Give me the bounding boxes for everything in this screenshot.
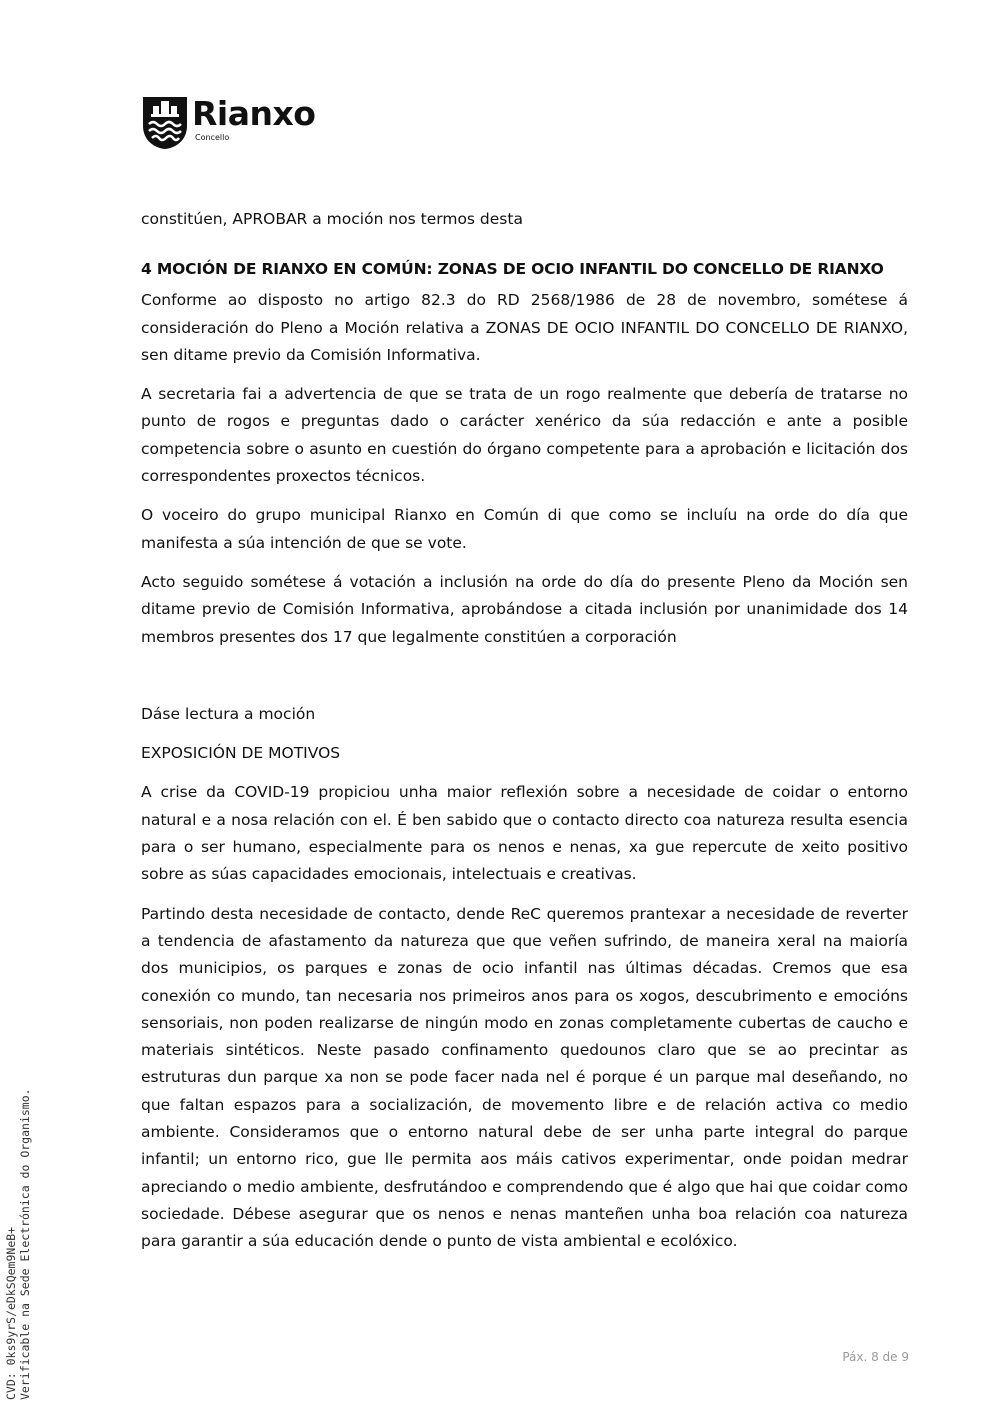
castle-shield-icon	[142, 96, 188, 150]
paragraph: A secretaria fai a advertencia de que se trata de un rogo realmente que debería de tratarse no punto de rogos e preguntas dado o carácter xenérico da súa redacción e ante a posible competencia sobre o asunto en cuestión do órgano competente para a aprobación e licitación dos correspondentes proxectos técnicos.	[141, 385, 908, 486]
intro-line: constitúen, APROBAR a moción nos termos desta	[141, 210, 523, 228]
paragraph: Acto seguido sométese á votación a inclusión na orde do día do presente Pleno da Moción sen ditame previo de Comisión Informativa, aprobándose a citada inclusión por unanimidade dos 14 membros presentes dos 17 que legalmente constitúen a corporación	[141, 572, 908, 646]
logo-subtitle: Concello	[195, 133, 230, 142]
verification-code-line: CVD: 0ks9yrS/eDkSQem9NeB+	[4, 1226, 18, 1400]
page-number: Páx. 8 de 9	[842, 1350, 909, 1364]
paragraph: Dáse lectura a moción	[141, 704, 316, 723]
document-body	[141, 206, 908, 1256]
section-heading: 4 MOCIÓN DE RIANXO EN COMÚN: ZONAS DE OCIO INFANTIL DO CONCELLO DE RIANXO	[141, 260, 884, 279]
logo-name: Rianxo	[192, 94, 316, 133]
paragraph: Partindo desta necesidade de contacto, dende ReC queremos prantexar a necesidade de reverter a tendencia de afastamento da natureza que que veñen sufrindo, de maneira xeral na maioría dos municipios, os parques e zonas de ocio infantil nas últimas décadas. Cremos que esa conexión co mundo, tan necesaria nos primeiros anos para os xogos, descubrimento e emocións sensoriais, non poden realizarse de ningún modo en zonas completamente cubertas de caucho e materiais sintéticos. Neste pasado confinamento quedounos claro que se ao precintar as estruturas dun parque xa non se pode facer nada nel é porque é un parque mal deseñando, no que faltan espazos para a socialización, de movemento libre e de relación activa co medio ambiente. Consideramos que o entorno natural debe de ser unha parte integral do parque infantil; un entorno rico, gue lle permita aos máis cativos experimentar, onde poidan medrar apreciando o medio ambiente, desfrutándoo e comprendendo que é algo que hai que coidar como sociedade. Débese asegurar que os nenos e nenas manteñen unha boa relación coa natureza para garantir a súa educación dende o punto de vista ambiental e ecolóxico.	[141, 904, 908, 1251]
paragraph: Conforme ao disposto no artigo 82.3 do RD 2568/1986 de 28 de novembro, sométese á consideración do Pleno a Moción relativa a ZONAS DE OCIO INFANTIL DO CONCELLO DE RIANXO, sen ditame previo da Comisión Informativa.	[141, 291, 908, 364]
verification-code	[4, 1088, 32, 1400]
paragraph: A crise da COVID-19 propiciou unha maior reflexión sobre a necesidade de coidar o entorno natural e a nosa relación con el. É ben sabido que o contacto directo coa natureza resulta esencia para o ser humano, especialmente para os nenos e nenas, xa gue repercute de xeito positivo sobre as súas capacidades emocionais, intelectuais e creativas.	[141, 783, 908, 884]
subheading: EXPOSICIÓN DE MOTIVOS	[141, 744, 341, 763]
paragraph: O voceiro do grupo municipal Rianxo en Común di que como se incluíu na orde do día que manifesta a súa intención de que se vote.	[141, 506, 908, 552]
concello-logo	[142, 96, 352, 152]
verification-note-line: Verificable na Sede Electrónica do Organismo.	[18, 1088, 32, 1400]
